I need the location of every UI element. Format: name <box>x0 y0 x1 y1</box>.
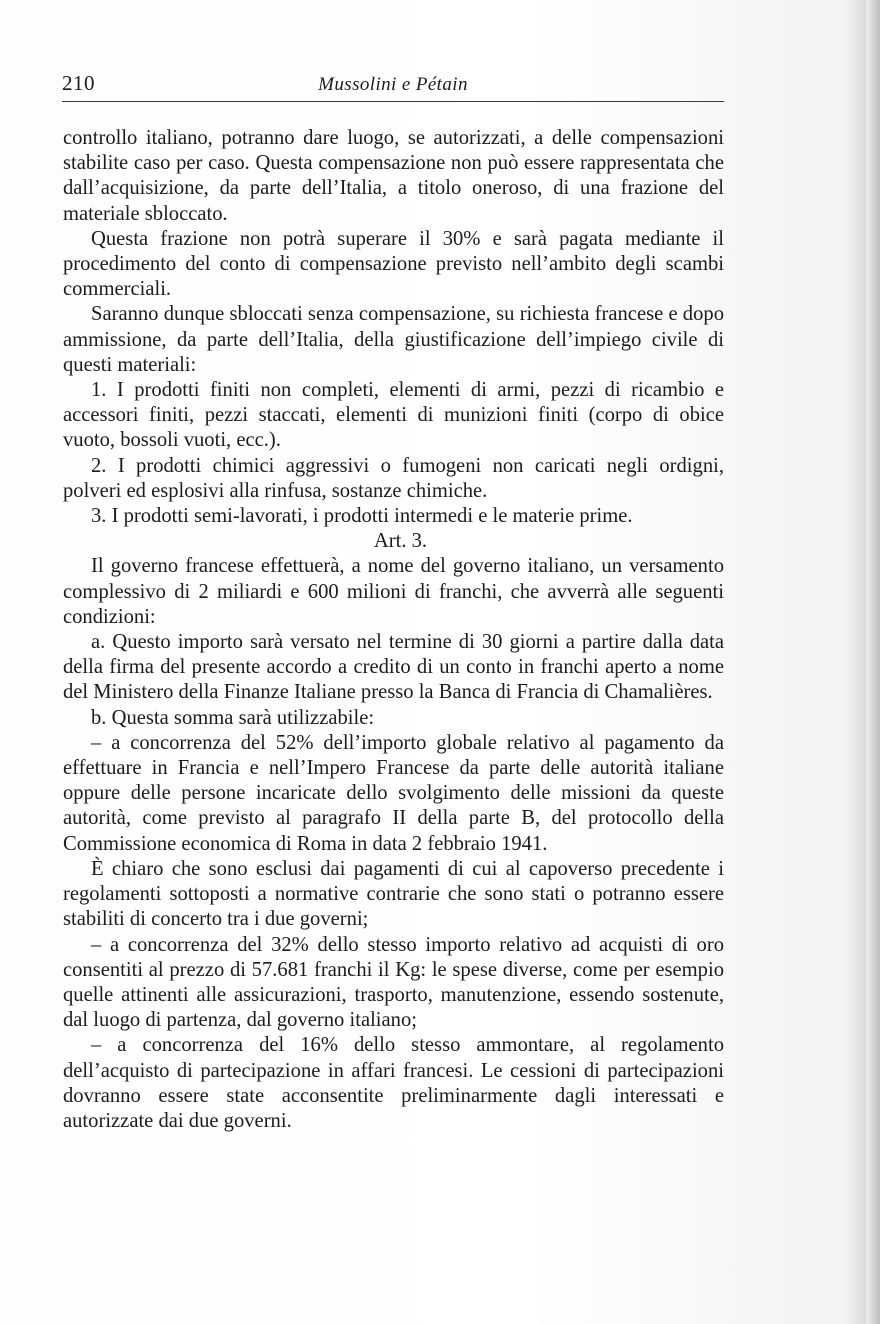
page-edge-shadow <box>866 0 880 1324</box>
paragraph: Saranno dunque sbloccati senza compensazione, su richiesta francese e dopo ammissione, da parte dell’Italia, della giustificazione dell’impiego civile di questi materiali: <box>63 303 724 376</box>
list-item-2: 2. I prodotti chimici aggressivi o fumogeni non caricati negli ordigni, polveri ed esplosivi alla rinfusa, sostanze chimiche. <box>63 454 724 502</box>
clause-52-percent: – a concorrenza del 52% dell’importo globale relativo al pagamento da effettuare in Francia e nell’Impero Francese da parte delle autorità italiane oppure delle persone incaricate dello svolgimento delle missioni da queste autorità, come previsto al paragrafo II della parte B, del protocollo della Commissione economica di Roma in data 2 febbraio 1941. <box>63 731 724 855</box>
paragraph-continuation: controllo italiano, potranno dare luogo, se autorizzati, a delle compensazioni stabilite caso per caso. Questa compensazione non può essere rappresentata che dall’acquisizione, da parte dell’Italia, a titolo oneroso, di una frazione del materiale sbloccato. <box>63 127 724 225</box>
paragraph: È chiaro che sono esclusi dai pagamenti di cui al capoverso precedente i regolamenti sottoposti a normative contrarie che sono stati o potranno essere stabiliti di concerto tra i due governi; <box>63 857 724 931</box>
paragraph: Il governo francese effettuerà, a nome del governo italiano, un versamento complessivo di 2 miliardi e 600 milioni di franchi, che avverrà alle seguenti condizioni: <box>63 555 724 628</box>
paragraph: Questa frazione non potrà superare il 30% e sarà pagata mediante il procedimento del conto di compensazione previsto nell’ambito degli scambi commerciali. <box>63 227 724 301</box>
list-item-1: 1. I prodotti finiti non completi, elementi di armi, pezzi di ricambio e accessori finiti, pezzi staccati, elementi di munizioni finiti (corpo di obice vuoto, bossoli vuoti, ecc.). <box>63 379 724 452</box>
article-heading: Art. 3. <box>373 530 428 553</box>
body-text <box>63 126 724 1134</box>
running-title: Mussolini e Pétain <box>318 74 468 95</box>
page-number: 210 <box>62 71 95 95</box>
clause-16-percent: – a concorrenza del 16% dello stesso ammontare, al regolamento dell’acquisto di partecipazione in affari francesi. Le cessioni di partecipazioni dovranno essere state acconsentite preliminarmente dagli interessati e autorizzate dai due governi. <box>63 1034 724 1132</box>
list-item-3: 3. I prodotti semi-lavorati, i prodotti intermedi e le materie prime. <box>91 505 633 528</box>
clause-32-percent: – a concorrenza del 32% dello stesso importo relativo ad acquisti di oro consentiti al prezzo di 57.681 franchi il Kg: le spese diverse, come per esempio quelle attinenti alle assicurazioni, trasporto, manutenzione, essendo sostenute, dal luogo di partenza, dal governo italiano; <box>63 933 724 1032</box>
list-item-a: a. Questo importo sarà versato nel termine di 30 giorni a partire dalla data della firma del presente accordo a credito di un conto in franchi aperto a nome del Ministero della Finanze Italiane presso la Banca di Francia di Chamalières. <box>63 631 724 704</box>
list-item-b: b. Questa somma sarà utilizzabile: <box>91 706 375 729</box>
page-header <box>62 70 724 102</box>
header-rule <box>62 101 724 102</box>
